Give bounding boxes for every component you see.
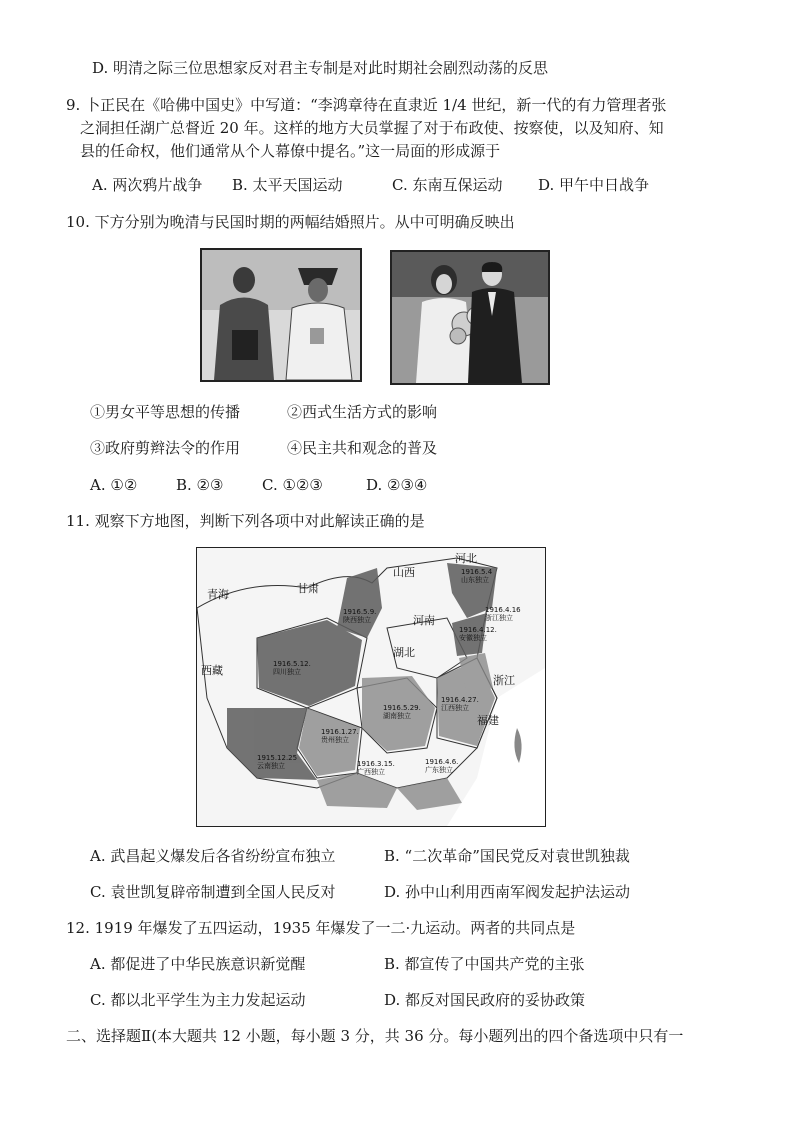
svg-text:1916.4.16: 1916.4.16 <box>485 606 521 614</box>
q10-option-d[interactable]: D. ②③④ <box>366 476 428 494</box>
svg-text:山东独立: 山东独立 <box>461 576 489 584</box>
q8-option-d: D. 明清之际三位思想家反对君主专制是对此时期社会剧烈动荡的反思 <box>92 59 549 77</box>
q10-item-1: ①男女平等思想的传播 <box>90 403 241 421</box>
republican-wedding-photo <box>390 250 550 385</box>
q9-stem-line3: 县的任命权，他们通常从个人幕僚中提名。”这一局面的形成源于 <box>80 142 501 160</box>
svg-text:福建: 福建 <box>477 714 499 727</box>
q10-item-2: ②西式生活方式的影响 <box>287 403 438 421</box>
q9-stem-line2: 之洞担任湖广总督近 20 年。这样的地方大员掌握了对于布政使、按察使，以及知府、知 <box>80 119 664 137</box>
svg-text:广东独立: 广东独立 <box>425 766 453 774</box>
svg-text:甘肃: 甘肃 <box>297 582 319 595</box>
q9-option-b[interactable]: B. 太平天国运动 <box>232 176 343 194</box>
section2-header: 二、选择题Ⅱ(本大题共 12 小题，每小题 3 分，共 36 分。每小题列出的四个备选项中只有一 <box>66 1027 684 1045</box>
svg-text:1916.1.27.: 1916.1.27. <box>321 728 359 736</box>
q10-stem: 10. 下方分别为晚清与民国时期的两幅结婚照片。从中可明确反映出 <box>66 213 515 231</box>
q11-stem: 11. 观察下方地图，判断下列各项中对此解读正确的是 <box>66 512 425 530</box>
q12-option-d[interactable]: D. 都反对国民政府的妥协政策 <box>384 991 586 1009</box>
svg-text:云南独立: 云南独立 <box>257 762 285 770</box>
q12-option-b[interactable]: B. 都宣传了中国共产党的主张 <box>384 955 585 973</box>
q11-option-d[interactable]: D. 孙中山利用西南军阀发起护法运动 <box>384 883 631 901</box>
svg-text:陕西独立: 陕西独立 <box>343 616 371 624</box>
svg-text:河北: 河北 <box>455 552 477 565</box>
q11-option-b[interactable]: B. “二次革命”国民党反对袁世凯独裁 <box>384 847 630 865</box>
svg-text:1916.5.4: 1916.5.4 <box>461 568 493 576</box>
svg-text:1915.12.25: 1915.12.25 <box>257 754 298 762</box>
q9-option-c[interactable]: C. 东南互保运动 <box>392 176 503 194</box>
svg-text:湖南独立: 湖南独立 <box>383 712 411 720</box>
svg-text:山西: 山西 <box>393 566 415 579</box>
q10-item-3: ③政府剪辫法令的作用 <box>90 439 241 457</box>
svg-text:1916.5.29.: 1916.5.29. <box>383 704 421 712</box>
q10-option-b[interactable]: B. ②③ <box>176 476 224 494</box>
q12-stem: 12. 1919 年爆发了五四运动，1935 年爆发了一二·九运动。两者的共同点是 <box>66 919 576 937</box>
q11-option-a[interactable]: A. 武昌起义爆发后各省纷纷宣布独立 <box>90 847 336 865</box>
q9-option-a[interactable]: A. 两次鸦片战争 <box>92 176 203 194</box>
svg-text:1916.4.6.: 1916.4.6. <box>425 758 459 766</box>
svg-text:浙江独立: 浙江独立 <box>485 614 513 622</box>
q11-option-c[interactable]: C. 袁世凯复辟帝制遭到全国人民反对 <box>90 883 336 901</box>
svg-text:1916.5.12.: 1916.5.12. <box>273 660 311 668</box>
svg-text:1916.4.27.: 1916.4.27. <box>441 696 479 704</box>
svg-text:浙江: 浙江 <box>493 674 515 687</box>
svg-text:西藏: 西藏 <box>201 664 223 677</box>
svg-text:青海: 青海 <box>207 588 229 601</box>
q9-stem-line1: 9. 卜正民在《哈佛中国史》中写道：“李鸿章待在直隶近 1/4 世纪，新一代的有力管理者张 <box>66 96 667 114</box>
svg-text:四川独立: 四川独立 <box>273 668 301 676</box>
svg-text:安徽独立: 安徽独立 <box>459 634 487 642</box>
q10-option-a[interactable]: A. ①② <box>90 476 138 494</box>
q10-option-c[interactable]: C. ①②③ <box>262 476 323 494</box>
svg-text:江西独立: 江西独立 <box>441 704 469 712</box>
svg-text:河南: 河南 <box>413 614 435 627</box>
svg-text:贵州独立: 贵州独立 <box>321 736 349 744</box>
svg-text:1916.3.15.: 1916.3.15. <box>357 760 395 768</box>
q12-option-c[interactable]: C. 都以北平学生为主力发起运动 <box>90 991 306 1009</box>
svg-text:湖北: 湖北 <box>393 646 415 659</box>
q10-item-4: ④民主共和观念的普及 <box>287 439 438 457</box>
svg-text:广西独立: 广西独立 <box>357 768 385 776</box>
svg-text:1916.4.12.: 1916.4.12. <box>459 626 497 634</box>
svg-text:1916.5.9.: 1916.5.9. <box>343 608 377 616</box>
q9-option-d[interactable]: D. 甲午中日战争 <box>538 176 650 194</box>
china-1916-independence-map <box>196 547 546 827</box>
q12-option-a[interactable]: A. 都促进了中华民族意识新觉醒 <box>90 955 306 973</box>
late-qing-wedding-photo <box>200 248 362 382</box>
